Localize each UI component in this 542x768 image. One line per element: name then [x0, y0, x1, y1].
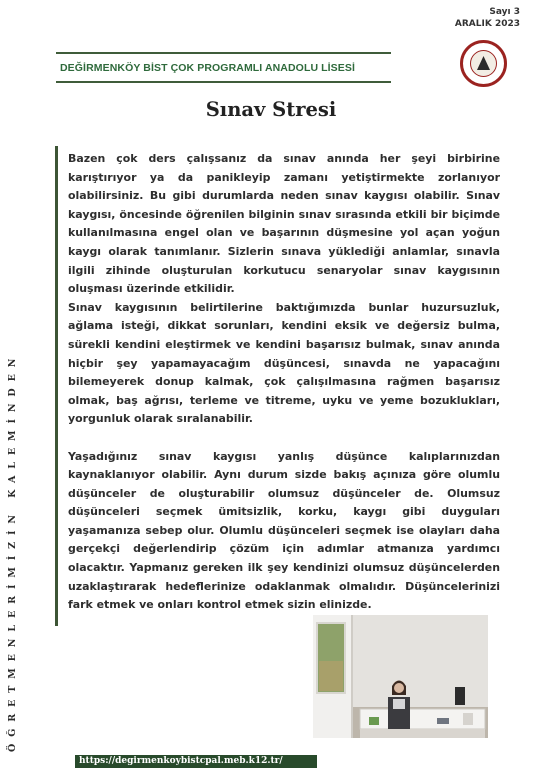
header-rule-top — [56, 52, 391, 54]
paragraph: Bazen çok ders çalışsanız da sınav anında her şeyi birbirine karıştırıyor ya da panikleyip zamanı yetiştirmekte zorlanıyor olabilirsiniz. Bu gibi durumlarda neden sınav kaygısı olabilir. Sınav kaygısı, öncesinde öğrenilen bilginin sınav sırasında etkili bir biçimde kullanılmasına engel olan ve başarının düşmesine yol açan yoğun kaygı olarak tanımlanır. Sizlerin sınava yüklediği anlamlar, sınavla ilgili zihinde oluşturulan korkutucu senaryolar sınav kaygısının oluşması üzerinde etkilidir. — [68, 152, 500, 296]
school-emblem-icon — [470, 50, 497, 77]
school-logo — [460, 40, 507, 87]
header-rule-bottom — [56, 81, 391, 83]
paragraph: Sınav kaygısının belirtilerine baktığımızda bunlar huzursuzluk, ağlama isteği, dikkat sorunları, kendini eksik ve değersiz bulma, sürekli kendini eleştirmek ve kendini başarısız bulmak, sınav anında hiçbir şey yapamayacağım düşüncesi, sınavda ne yapacağını bilemeyerek donup kalmak, çok çalışılmasına rağmen başarısız olmak, baş ağrısı, terleme ve titreme, uyku ve yeme bozuklukları, yorgunluk olarak sıralanabilir. — [68, 300, 500, 426]
paragraph: Yaşadığınız sınav kaygısı yanlış düşünce kalıplarınızdan kaynaklanıyor olabilir. Aynı durum sizde bakış açınıza göre olumlu düşünceler de oluşturabilir olumsuz düşünceler de. Olumsuz düşünceleri seçmek ümitsizlik, korku, kaygı gibi duyguları yaşamanıza sebep olur. Olumlu düşünceleri seçmek ise olayları daha gerçekçi değerlendirip çözüm için adımlar atmanıza yardımcı olacaktır. Yapmanız gereken ilk şey kendinizi olumsuz düşüncelerden uzaklaştırarak hedeflerinize odaklanmak olmalıdır. Düşüncelerinizi fark etmek ve onları kontrol etmek sizin elinizde. — [68, 449, 500, 612]
accent-bar — [55, 146, 58, 626]
issue-date: ARALIK 2023 — [454, 19, 520, 29]
school-name: DEĞİRMENKÖY BİST ÇOK PROGRAMLI ANADOLU LİSESİ — [60, 62, 356, 74]
section-label-vertical: ÖĞRETMENLERİMİZİN KALEMİNDEN — [7, 351, 18, 752]
article-body — [68, 150, 500, 615]
issue-info — [455, 6, 520, 30]
issue-number: Sayı 3 — [489, 7, 520, 17]
author-photo — [313, 615, 488, 738]
article-title: Sınav Stresi — [205, 98, 337, 121]
website-link[interactable]: https://degirmenkoybistcpal.meb.k12.tr/ — [79, 756, 283, 766]
